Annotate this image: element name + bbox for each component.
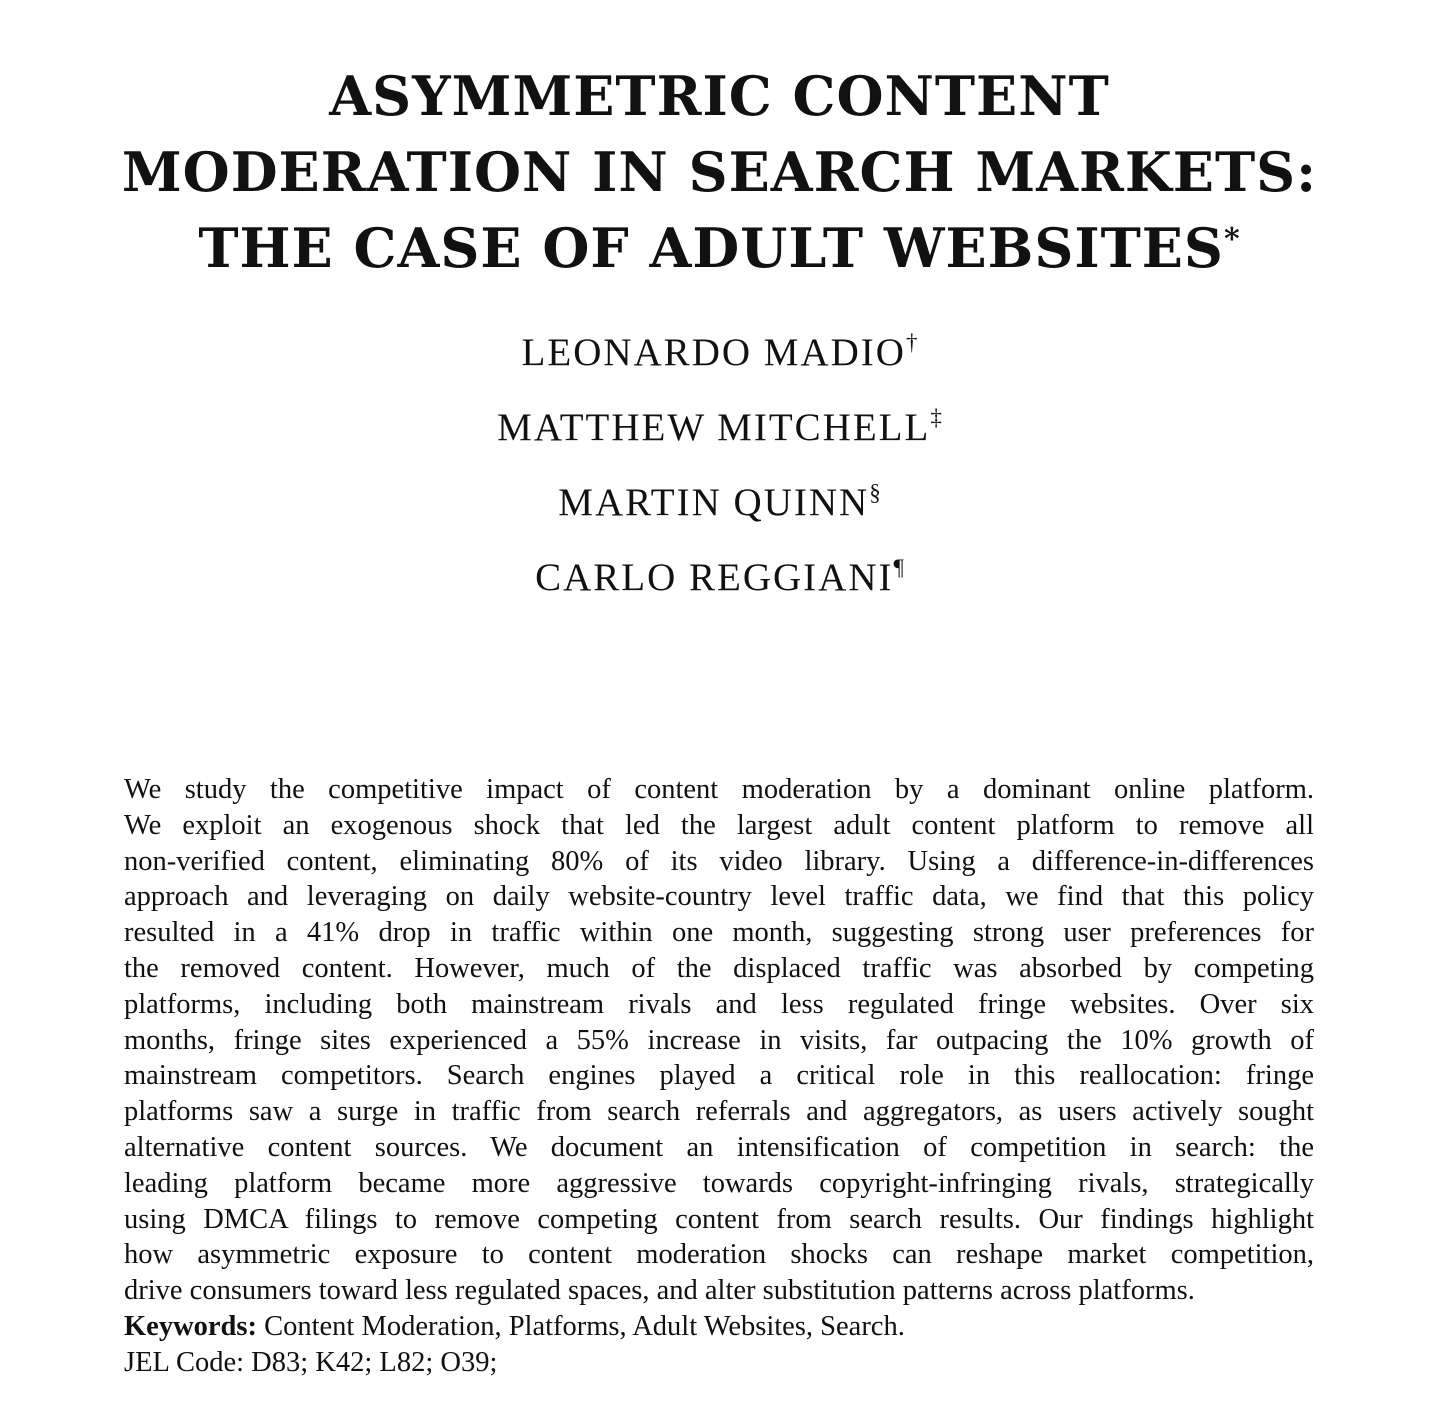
author-name: LEONARDO MADIO [521, 331, 906, 374]
abstract-line: We study the competitive impact of content moderation by a dominant online platform. [124, 774, 1314, 805]
author-1 [0, 328, 1439, 403]
abstract-line: using DMCA filings to remove competing content from search results. Our findings highlight [124, 1203, 1314, 1235]
title-line-3-wrap [0, 210, 1439, 296]
author-name: MARTIN QUINN [558, 481, 870, 524]
keywords-label: Keywords: [124, 1311, 257, 1342]
abstract-line: platforms, including both mainstream rivals and less regulated fringe websites. Over six [124, 988, 1314, 1020]
keywords-line [124, 1309, 1314, 1345]
author-3 [0, 478, 1439, 553]
author-footnote-mark: § [869, 480, 881, 505]
title-line-3: THE CASE OF ADULT WEBSITES [198, 216, 1224, 280]
abstract-line: approach and leveraging on daily website-country level traffic data, we find that this policy [124, 881, 1314, 913]
abstract-line: platforms saw a surge in traffic from search referrals and aggregators, as users actively sought [124, 1096, 1314, 1128]
author-list [0, 328, 1439, 628]
abstract-line: resulted in a 41% drop in traffic within one month, suggesting strong user preferences for [124, 917, 1314, 949]
keywords-text: Content Moderation, Platforms, Adult Websites, Search. [264, 1311, 905, 1342]
abstract-line: mainstream competitors. Search engines played a critical role in this reallocation: fringe [124, 1060, 1314, 1092]
abstract-line: the removed content. However, much of the displaced traffic was absorbed by competing [124, 952, 1314, 984]
abstract [124, 772, 1314, 1309]
author-2 [0, 403, 1439, 478]
jel-codes-line: JEL Code: D83; K42; L82; O39; [124, 1346, 498, 1378]
abstract-line: non-verified content, eliminating 80% of its video library. Using a difference-in-differences [124, 845, 1314, 877]
title-footnote-mark: * [1223, 222, 1241, 257]
abstract-line: months, fringe sites experienced a 55% increase in visits, far outpacing the 10% growth of [124, 1024, 1314, 1056]
author-footnote-mark: † [905, 330, 918, 355]
abstract-line: leading platform became more aggressive towards copyright-infringing rivals, strategically [124, 1167, 1314, 1199]
title-line-1: ASYMMETRIC CONTENT [329, 64, 1110, 128]
abstract-line: We exploit an exogenous shock that led the largest adult content platform to remove all [124, 809, 1314, 841]
author-4 [0, 553, 1439, 628]
abstract-line: how asymmetric exposure to content moderation shocks can reshape market competition, [124, 1239, 1314, 1271]
paper-metadata [124, 1309, 1314, 1381]
abstract-line: alternative content sources. We document an intensification of competition in search: the [124, 1131, 1314, 1163]
title-line-2: MODERATION IN SEARCH MARKETS: [121, 140, 1318, 204]
paper-title [0, 58, 1439, 296]
author-name: MATTHEW MITCHELL [497, 406, 931, 449]
author-name: CARLO REGGIANI [535, 556, 894, 599]
author-footnote-mark: ‡ [930, 405, 942, 430]
author-footnote-mark: ¶ [893, 555, 904, 580]
abstract-line: drive consumers toward less regulated spaces, and alter substitution patterns across platforms. [124, 1275, 1195, 1307]
